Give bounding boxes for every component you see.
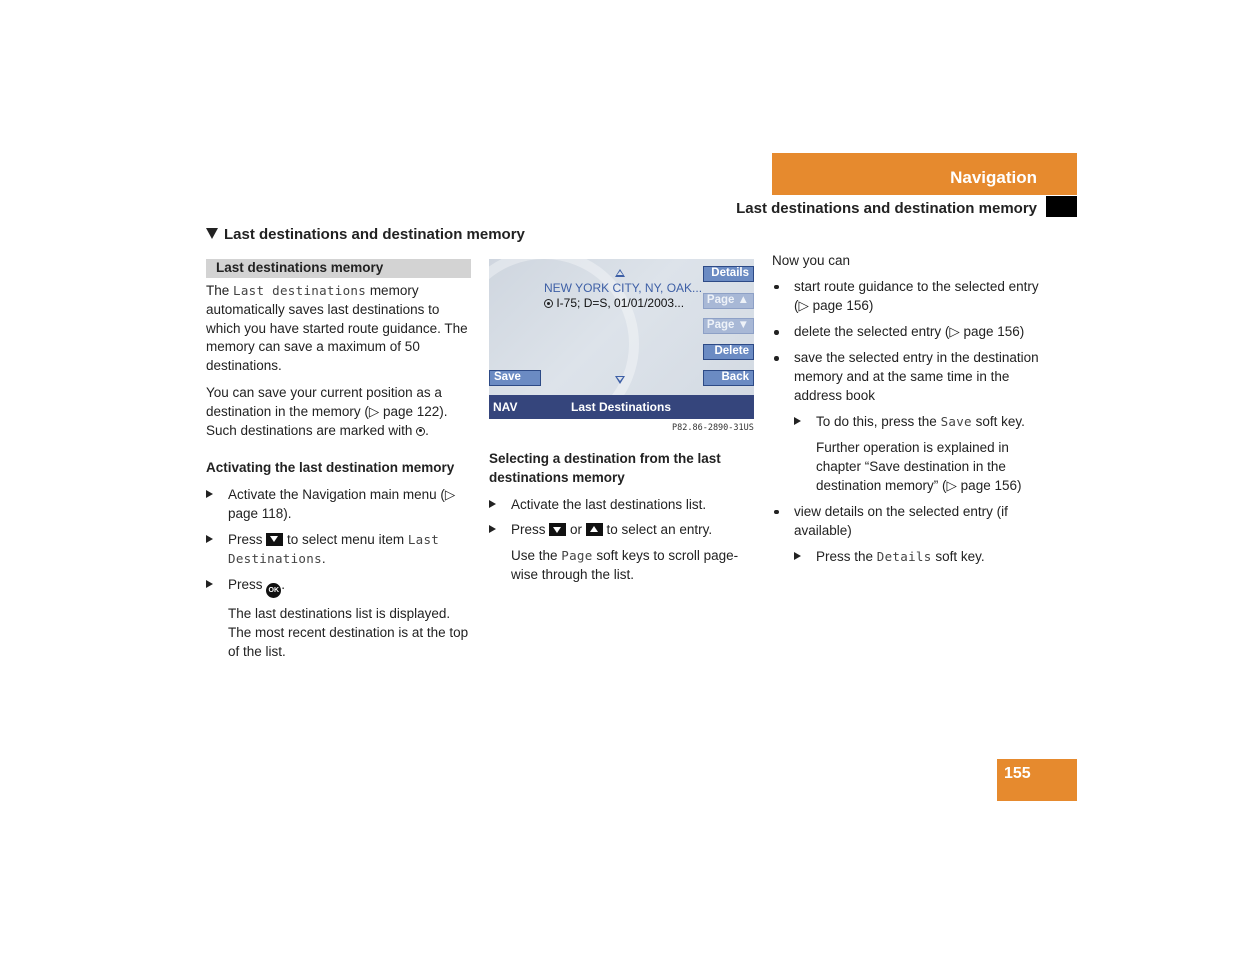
page-number: 155 [1004,765,1031,782]
text: to select menu item [283,531,408,547]
step-text: Activate the last destinations list. [511,496,707,512]
arrow-right-icon [489,500,496,508]
bullet-icon [774,330,779,335]
result-text: The last destinations list is displayed. The most recent destination is at the top of the list. [228,606,469,659]
text: Press [228,577,267,593]
delete-softkey [703,344,754,360]
up-key-icon [586,523,603,536]
save-softkey [489,370,541,386]
page-down-softkey [703,318,754,334]
column-2 [489,450,757,585]
bullet-icon [774,356,779,361]
screen-status-bar [489,395,754,419]
details-softkey [703,266,754,282]
text: Press the [816,549,877,565]
note-text [511,547,757,585]
screen-title: Last Destinations [571,400,672,414]
list-item [772,323,1042,342]
subsection-title: Last destinations and destination memory [736,200,1037,217]
triangle-down-icon [206,228,218,239]
code-text: Last destinations [233,283,367,298]
step-text [816,548,1042,567]
list-item [772,503,1042,567]
page-title-text: Last destinations and destination memory [224,226,525,243]
back-softkey [703,370,754,386]
arrow-right-icon [794,552,801,560]
text: . [321,550,326,566]
softkey-label: Details [711,267,749,279]
nav-label: NAV [493,400,518,414]
step-note [489,547,757,585]
step-text [511,521,757,540]
text: To do this, press the [816,413,941,429]
step [206,576,474,598]
section-bar-label: Last destinations memory [216,260,384,275]
text: Use the [511,548,562,564]
figure-id: P82.86-2890-31US [672,423,754,433]
step-result [206,605,474,661]
arrow-right-icon [206,535,213,543]
subheading: Activating the last destination memory [206,460,455,476]
subheading: Selecting a destination from the last destinations memory [489,451,721,485]
paragraph-1 [206,282,474,376]
page-title [206,226,525,243]
arrow-right-icon [206,580,213,588]
text: soft key. [931,549,985,565]
text: memory automatically saves last destinations to which you have started route guidance. The memory can save a maximum of 50 destinations. [206,283,468,374]
softkey-label: Back [721,371,749,383]
arrow-right-icon [206,490,213,498]
note-text: Further operation is explained in chapter “Save destination in the destination memory” (▷ page 156) [816,440,1022,493]
step [794,413,1042,432]
section-title: Navigation [950,168,1037,187]
step-text [228,576,474,598]
list-item [544,296,684,310]
text: soft key. [971,413,1025,429]
step [794,548,1042,567]
bullet-icon [774,510,779,515]
navigation-screen [489,259,754,419]
text: You can save your current position as a destination in the memory (▷ page 122). Such destinations are marked with [206,384,448,438]
list-item [772,349,1042,496]
section-header [772,153,1077,195]
paragraph-2 [206,384,474,440]
step [206,531,474,569]
arrow-right-icon [489,525,496,533]
code-text: Details [876,549,932,565]
code-text: Page [561,548,593,564]
intro-text: Now you can [772,253,851,268]
step-text [816,413,1042,432]
text: . [425,422,429,438]
step [206,486,474,524]
page-up-softkey [703,293,754,309]
step [489,496,757,515]
page-number-box [997,759,1077,801]
step [489,521,757,540]
header-marker [1046,196,1077,217]
text: The [206,283,234,298]
step-note [794,439,1042,495]
text: or [566,522,586,538]
list-item-text: start route guidance to the selected entry (▷ page 156) [794,278,1039,313]
list-item-text: delete the selected entry (▷ page 156) [794,324,1025,340]
bullet-icon [774,285,779,290]
softkey-label: Page ▼ [706,319,749,331]
down-key-icon [266,533,283,546]
column-3 [772,252,1042,567]
step-text: Activate the Navigation main menu (▷ page 118). [228,487,456,521]
section-bar [206,259,471,278]
arrow-right-icon [794,417,801,425]
list-item-text: I-75; D=S, 01/01/2003... [556,296,685,310]
list-item [772,278,1042,316]
list-item-text: save the selected entry in the destination memory and at the same time in the address book [794,350,1039,403]
step-text [228,531,474,569]
down-key-icon [549,523,566,536]
softkey-label: Delete [714,345,749,357]
ok-button-icon: OK [266,583,281,598]
destination-marker-icon [544,299,553,308]
text: . [281,577,286,593]
column-1 [206,282,474,662]
text: Press [228,531,267,547]
list-item-text: view details on the selected entry (if available) [794,503,1008,538]
text: Press [511,522,550,538]
softkey-label: Page ▲ [706,294,749,306]
scroll-down-icon [615,376,625,384]
text: to select an entry. [602,522,713,538]
list-item: NEW YORK CITY, NY, OAK... [544,281,703,295]
scroll-up-icon [615,269,625,277]
code-text: Save [940,413,972,429]
softkey-label: Save [494,371,521,383]
destination-marker-icon [416,427,425,436]
code-text: Last Destinations [228,531,440,566]
text: soft keys to scroll page-wise through the list. [511,548,739,582]
